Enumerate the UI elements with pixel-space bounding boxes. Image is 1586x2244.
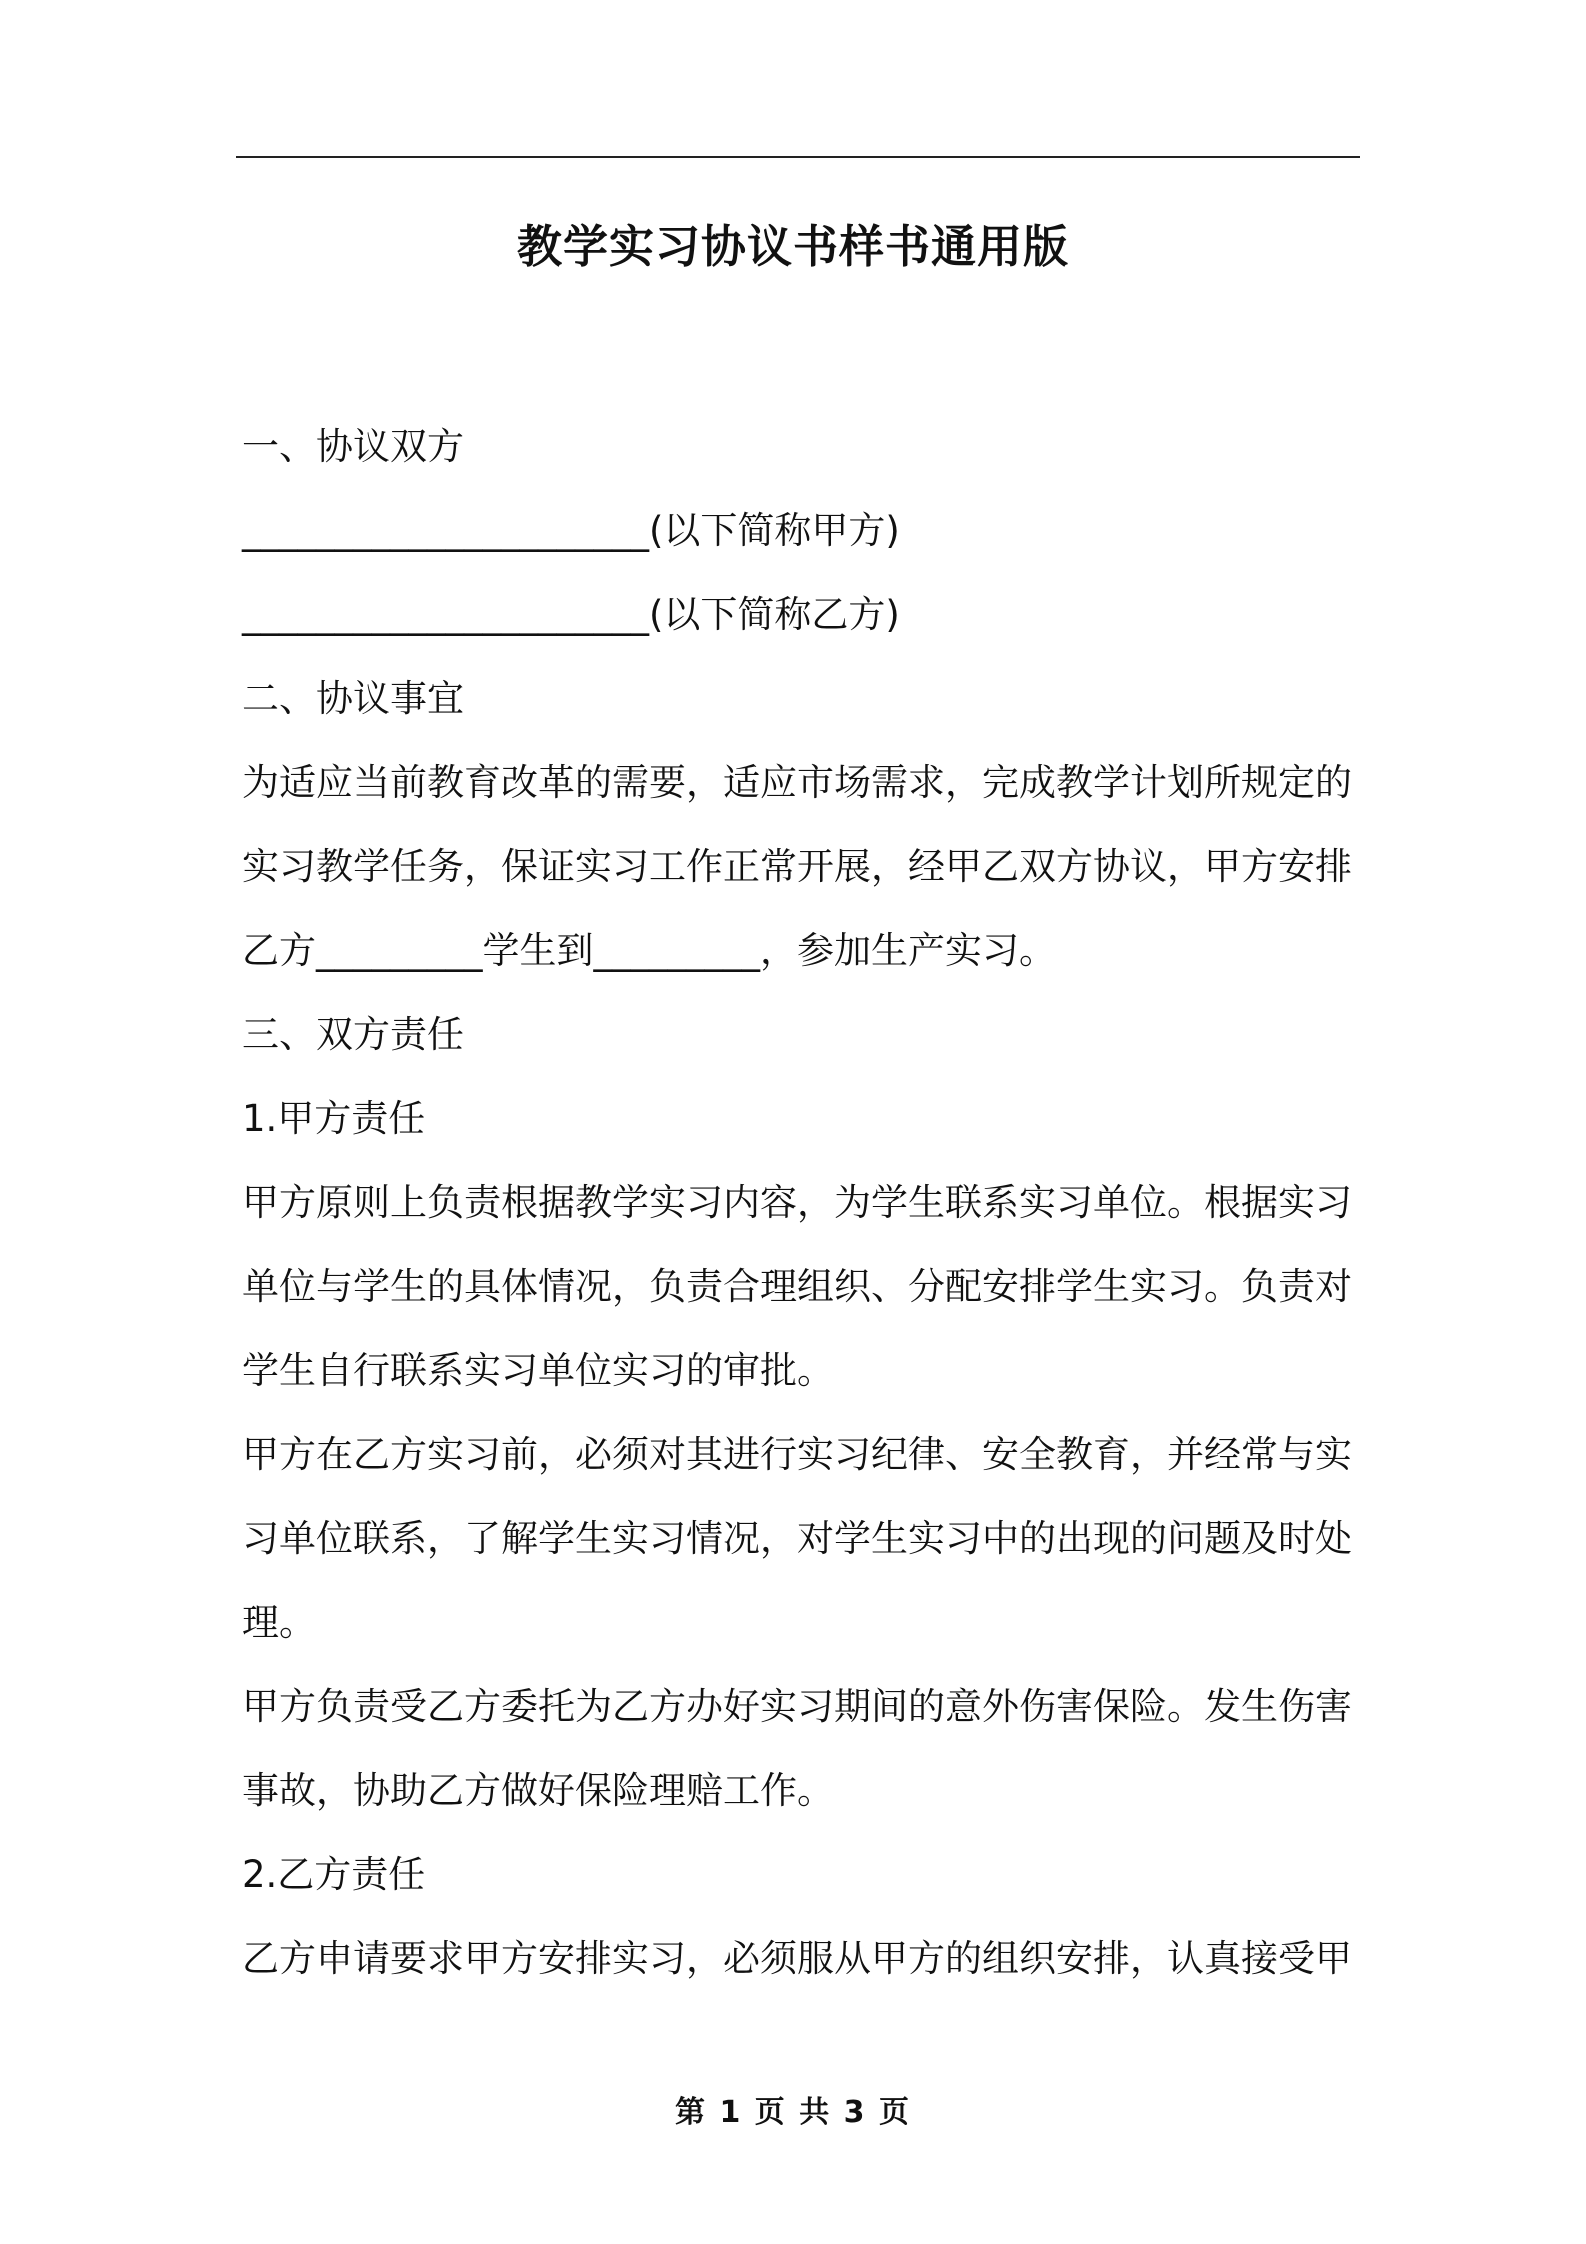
document-body <box>242 405 1360 2001</box>
matters-paragraph: 为适应当前教育改革的需要，适应市场需求，完成教学计划所规定的实习教学任务，保证实习工作正常开展，经甲乙双方协议，甲方安排乙方_________学生到_________，参加生产实习。 <box>242 761 1352 972</box>
section-heading-matters: 二、协议事宜 <box>242 677 464 720</box>
party-a-line: ______________________(以下简称甲方) <box>242 509 900 552</box>
subheading-party-a-responsibility: 1.甲方责任 <box>242 1097 426 1140</box>
party-a-paragraph-1: 甲方原则上负责根据教学实习内容，为学生联系实习单位。根据实习单位与学生的具体情况，负责合理组织、分配安排学生实习。负责对学生自行联系实习单位实习的审批。 <box>242 1181 1352 1392</box>
header-rule <box>236 156 1360 158</box>
party-b-line: ______________________(以下简称乙方) <box>242 593 900 636</box>
document-title: 教学实习协议书样书通用版 <box>516 220 1069 273</box>
party-b-paragraph-1: 乙方申请要求甲方安排实习，必须服从甲方的组织安排，认真接受甲 <box>242 1937 1352 1980</box>
party-a-paragraph-2: 甲方在乙方实习前，必须对其进行实习纪律、安全教育，并经常与实习单位联系，了解学生实习情况，对学生实习中的出现的问题及时处理。 <box>242 1433 1352 1644</box>
section-heading-parties: 一、协议双方 <box>242 425 464 468</box>
section-heading-responsibilities: 三、双方责任 <box>242 1013 464 1056</box>
party-a-paragraph-3: 甲方负责受乙方委托为乙方办好实习期间的意外伤害保险。发生伤害事故，协助乙方做好保险理赔工作。 <box>242 1685 1352 1812</box>
page-number-footer: 第 1 页 共 3 页 <box>675 2095 911 2130</box>
subheading-party-b-responsibility: 2.乙方责任 <box>242 1853 426 1896</box>
